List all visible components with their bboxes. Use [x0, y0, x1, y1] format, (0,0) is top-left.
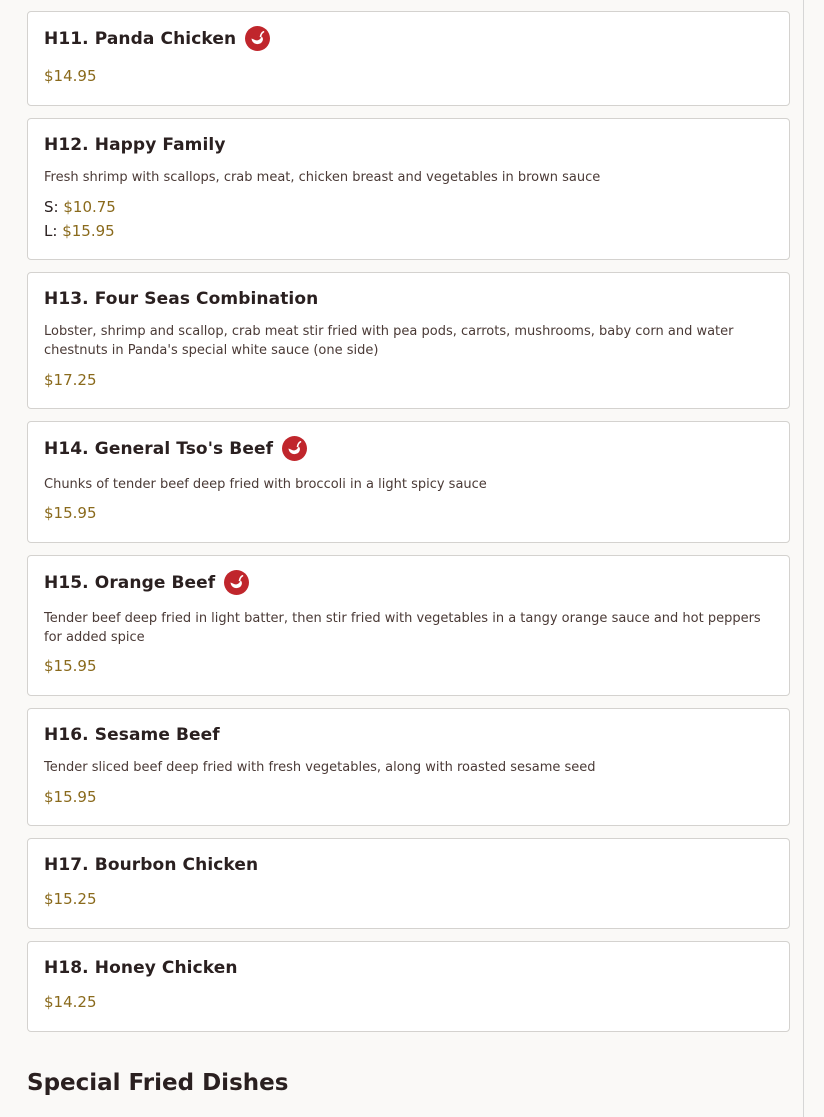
item-price: $15.95 — [44, 657, 97, 675]
item-title: H15. Orange Beef — [44, 572, 216, 593]
menu-item-card[interactable] — [27, 708, 790, 826]
item-title: H11. Panda Chicken — [44, 28, 237, 49]
item-price: $17.25 — [44, 371, 97, 389]
size-label: L: — [44, 222, 58, 240]
menu-item-card[interactable] — [27, 838, 790, 929]
chili-pepper-icon — [245, 26, 270, 51]
size-price: $15.95 — [62, 222, 115, 240]
item-description: Chunks of tender beef deep fried with broccoli in a light spicy sauce — [44, 477, 487, 492]
item-title: H18. Honey Chicken — [44, 958, 238, 978]
chili-pepper-icon — [282, 436, 307, 461]
chili-pepper-icon — [224, 570, 249, 595]
item-price: $14.25 — [44, 993, 97, 1011]
item-description: Fresh shrimp with scallops, crab meat, chicken breast and vegetables in brown sauce — [44, 170, 601, 185]
item-price: $15.95 — [44, 788, 97, 806]
menu-item-card[interactable] — [27, 118, 790, 260]
item-title: H17. Bourbon Chicken — [44, 855, 259, 875]
menu-item-card[interactable] — [27, 11, 790, 106]
scroll-edge — [803, 0, 804, 1117]
item-description: Lobster, shrimp and scallop, crab meat stir fried with pea pods, carrots, mushrooms, baby corn and water chestnuts in Panda's special white sauce (one side) — [44, 324, 734, 358]
menu-item-card[interactable] — [27, 421, 790, 543]
item-price-small — [44, 198, 116, 216]
size-label: S: — [44, 198, 59, 216]
item-price: $14.95 — [44, 67, 97, 85]
item-price: $15.95 — [44, 504, 97, 522]
menu-item-card[interactable] — [27, 941, 790, 1032]
menu-item-card[interactable] — [27, 272, 790, 409]
size-price: $10.75 — [63, 198, 116, 216]
item-title: H16. Sesame Beef — [44, 725, 220, 745]
item-description: Tender sliced beef deep fried with fresh vegetables, along with roasted sesame seed — [44, 760, 596, 775]
item-description: Tender beef deep fried in light batter, then stir fried with vegetables in a tangy orange sauce and hot peppers for added spice — [44, 611, 761, 645]
menu-item-card[interactable] — [27, 555, 790, 696]
item-title: H12. Happy Family — [44, 135, 226, 155]
item-price: $15.25 — [44, 890, 97, 908]
item-title: H13. Four Seas Combination — [44, 289, 319, 309]
item-price-large — [44, 222, 115, 240]
item-title: H14. General Tso's Beef — [44, 438, 274, 459]
section-heading: Special Fried Dishes — [27, 1070, 289, 1096]
